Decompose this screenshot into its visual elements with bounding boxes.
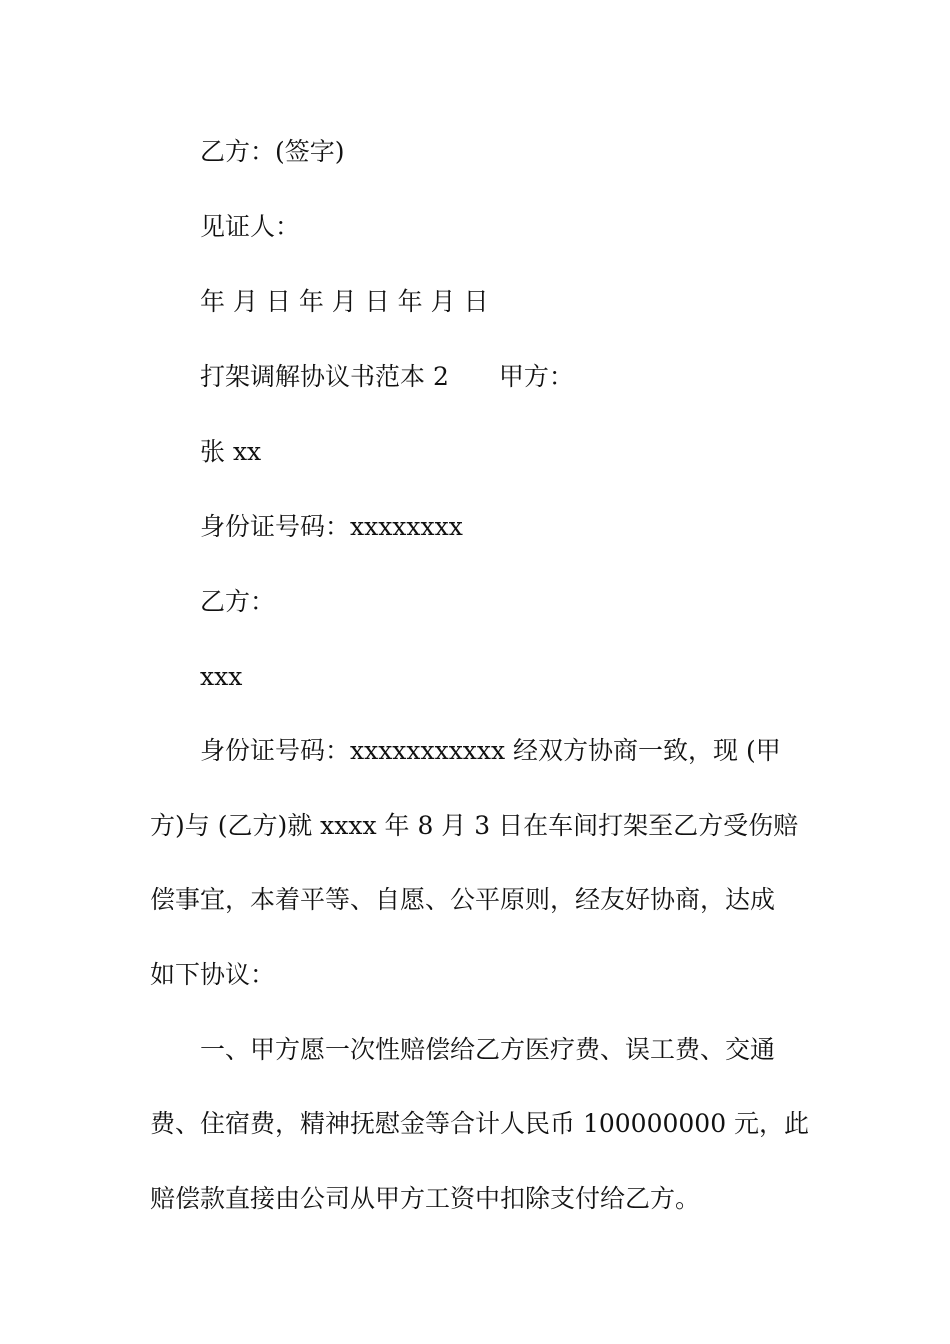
paragraph-line-2: 方)与 (乙方)就 xxxx 年 8 月 3 日在车间打架至乙方受伤赔 bbox=[150, 811, 799, 840]
clause-1-line-2: 费、住宿费，精神抚慰金等合计人民币 100000000 元，此 bbox=[150, 1109, 810, 1138]
party-b-signature-line: 乙方：(签字) bbox=[200, 137, 345, 166]
party-a-label: 甲方： bbox=[498, 362, 574, 391]
date-line: 年 月 日 年 月 日 年 月 日 bbox=[200, 287, 489, 316]
paragraph-line-3: 偿事宜，本着平等、自愿、公平原则，经友好协商，达成 bbox=[150, 885, 776, 914]
sample-heading-line bbox=[200, 361, 574, 393]
sample-title: 打架调解协议书范本 2 bbox=[200, 362, 449, 391]
party-a-name: 张 xx bbox=[200, 437, 262, 466]
clause-1-line-3: 赔偿款直接由公司从甲方工资中扣除支付给乙方。 bbox=[150, 1184, 701, 1213]
party-a-id-line: 身份证号码：xxxxxxxx bbox=[200, 512, 463, 541]
witness-line: 见证人： bbox=[200, 212, 301, 241]
paragraph-line-1: 身份证号码：xxxxxxxxxxx 经双方协商一致，现 (甲 bbox=[200, 736, 781, 765]
paragraph-line-4: 如下协议： bbox=[150, 960, 276, 989]
party-b-name: xxx bbox=[200, 662, 243, 691]
clause-1-line-1: 一、甲方愿一次性赔偿给乙方医疗费、误工费、交通 bbox=[200, 1035, 776, 1064]
party-b-label: 乙方： bbox=[200, 587, 276, 616]
